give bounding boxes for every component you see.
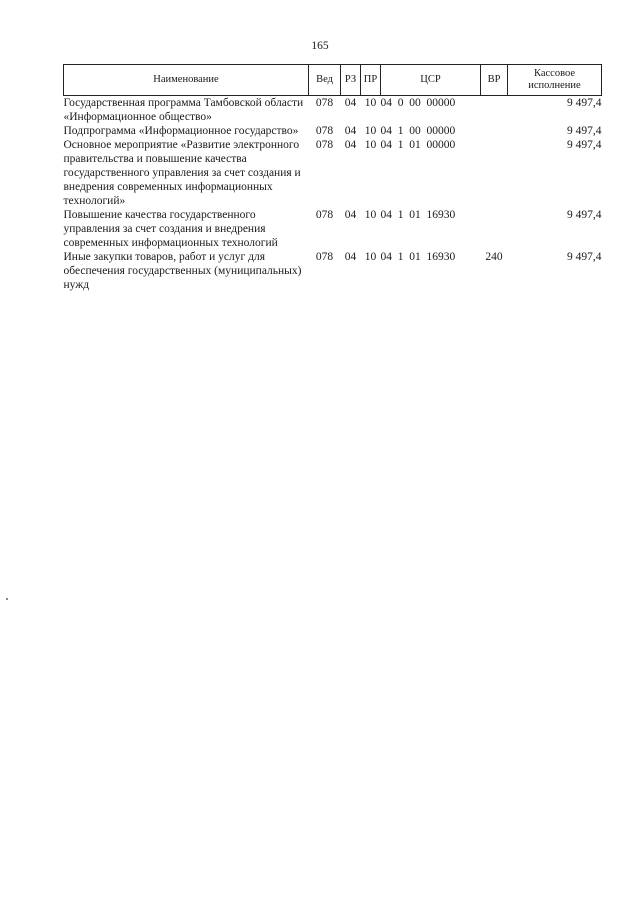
- row-rz: 04: [344, 139, 357, 151]
- row-vr: [481, 208, 508, 250]
- row-ved: 078: [315, 97, 334, 109]
- header-csr: ЦСР: [381, 65, 481, 96]
- header-rz: РЗ: [341, 65, 361, 96]
- row-rz: 04: [344, 209, 357, 221]
- header-row: [64, 65, 602, 96]
- header-vr: ВР: [481, 65, 508, 96]
- row-csr: 04 1 01 16930: [380, 251, 456, 263]
- row-name: Иные закупки товаров, работ и услуг для обеспечения государственных (муниципальных) нужд: [63, 251, 302, 291]
- row-amount: 9 497,4: [567, 97, 602, 109]
- table-row: [64, 250, 602, 292]
- row-amount: 9 497,4: [567, 139, 602, 151]
- row-pr: 10: [364, 97, 377, 109]
- scan-speck: [6, 598, 8, 600]
- row-csr: 04 1 00 00000: [380, 125, 456, 137]
- row-amount: 9 497,4: [567, 251, 602, 263]
- row-name: Основное мероприятие «Развитие электронного правительства и повышение качества государственного управления за счет создания и внедрения современных информационных технологий»: [63, 139, 301, 207]
- row-amount: 9 497,4: [567, 125, 602, 137]
- row-rz: 04: [344, 97, 357, 109]
- row-ved: 078: [315, 139, 334, 151]
- page-number: 165: [311, 40, 329, 52]
- table-row: [64, 208, 602, 250]
- row-pr: 10: [364, 251, 377, 263]
- row-vr: [481, 124, 508, 138]
- row-name: Государственная программа Тамбовской области «Информационное общество»: [63, 97, 304, 123]
- row-vr: [481, 138, 508, 208]
- table-row: [64, 96, 602, 125]
- row-vr: [481, 96, 508, 125]
- table-row: [64, 138, 602, 208]
- header-pr: ПР: [361, 65, 381, 96]
- budget-table: [63, 64, 602, 292]
- table-header: [64, 65, 602, 96]
- row-ved: 078: [315, 251, 334, 263]
- row-pr: 10: [364, 125, 377, 137]
- row-ved: 078: [315, 209, 334, 221]
- header-amount: Кассовое исполнение: [508, 65, 602, 96]
- row-pr: 10: [364, 139, 377, 151]
- row-vr: 240: [485, 251, 503, 263]
- row-rz: 04: [344, 251, 357, 263]
- row-csr: 04 1 01 00000: [380, 139, 456, 151]
- table-row: [64, 124, 602, 138]
- row-amount: 9 497,4: [567, 209, 602, 221]
- table-body: [64, 96, 602, 293]
- row-csr: 04 1 01 16930: [380, 209, 456, 221]
- row-csr: 04 0 00 00000: [380, 97, 456, 109]
- row-ved: 078: [315, 125, 334, 137]
- header-ved: Вед: [309, 65, 341, 96]
- row-name: Подпрограмма «Информационное государство»: [63, 125, 299, 137]
- row-name: Повышение качества государственного управления за счет создания и внедрения современных информационных технологий: [63, 209, 278, 249]
- row-pr: 10: [364, 209, 377, 221]
- row-rz: 04: [344, 125, 357, 137]
- header-name: Наименование: [64, 65, 309, 96]
